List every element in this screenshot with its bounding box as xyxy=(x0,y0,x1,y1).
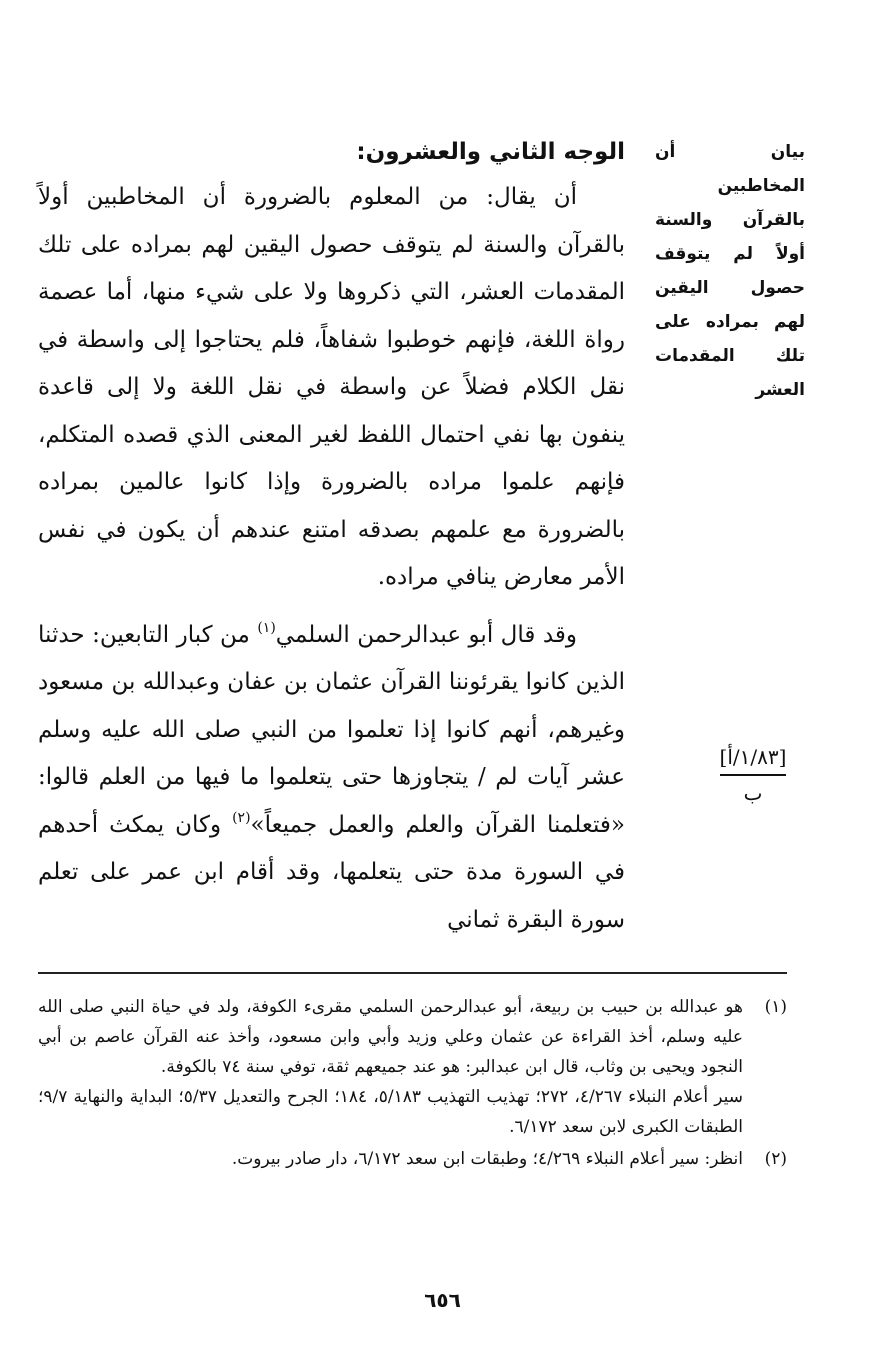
footnote-number: (١) xyxy=(764,997,787,1017)
footnote-marker[interactable]: (٢) xyxy=(232,809,251,826)
page-number: ٦٥٦ xyxy=(424,1288,461,1312)
main-text xyxy=(38,130,625,944)
footnote-number: (٢) xyxy=(764,1149,787,1169)
footnote-divider xyxy=(38,972,787,974)
manuscript-reference xyxy=(693,742,813,808)
footnote-text: هو عبدالله بن حبيب بن ربيعة، أبو عبدالرحمن السلمي مقرىء الكوفة، ولد في حياة النبي صلى الله عليه وسلم، أخذ القراءة عن عثمان وعلي وزيد وأبي وابن مسعود، وأخذ عنه القرآن عاصم بن أبي النجود ويحيى بن وثاب، قال ابن عبدالبر: هو عند جميعهم ثقة، توفي سنة ٧٤ بالكوفة. xyxy=(38,997,743,1077)
manuscript-copy-letter: ب xyxy=(743,781,763,805)
footnotes xyxy=(38,992,787,1174)
paragraph-text: من كبار التابعين: حدثنا الذين كانوا يقرئوننا القرآن عثمان بن عفان وعبدالله بن مسعود وغيرهم، أنهم كانوا إذا تعلموا من النبي صلى الله عليه وسلم عشر آيات لم / يتجاوزها حتى يتعلموا ما فيها من العلم قالوا: «فتعلمنا القرآن والعلم والعمل جميعاً» xyxy=(38,621,625,838)
section-heading: الوجه الثاني والعشرون: xyxy=(356,139,625,165)
footnote xyxy=(38,992,787,1142)
manuscript-folio: [١/٨٣/أ] xyxy=(720,742,787,776)
footnote xyxy=(38,1144,787,1174)
footnote-sources: سير أعلام النبلاء ٤/٢٦٧، ٢٧٢؛ تهذيب التهذيب ٥/١٨٣، ١٨٤؛ الجرح والتعديل ٥/٣٧؛ البداية والنهاية ٩/٧؛ الطبقات الكبرى لابن سعد ٦/١٧٢. xyxy=(38,1087,744,1137)
footnote-marker[interactable]: (١) xyxy=(257,619,276,636)
footnote-body xyxy=(38,1144,743,1174)
margin-note: بيان أن المخاطبين بالقرآن والسنة أولاً لم يتوقف حصول اليقين لهم بمراده على تلك المقدمات العشر xyxy=(655,142,805,400)
paragraph-text: وكان يمكث أحدهم في السورة مدة حتى يتعلمها، وقد أقام ابن عمر على تعلم سورة البقرة ثماني xyxy=(38,811,625,933)
paragraph xyxy=(38,612,625,945)
footnote-body xyxy=(38,992,743,1142)
paragraph xyxy=(38,174,625,602)
footnote-text: انظر: سير أعلام النبلاء ٤/٢٦٩؛ وطبقات ابن سعد ٦/١٧٢، دار صادر بيروت. xyxy=(231,1149,743,1169)
paragraph-text: وقد قال أبو عبدالرحمن السلمي xyxy=(275,621,578,648)
paragraph-text: أن يقال: من المعلوم بالضرورة أن المخاطبين أولاً بالقرآن والسنة لم يتوقف حصول اليقين لهم بمراده على تلك المقدمات العشر، التي ذكروها ولا على شيء منها، أما عصمة رواة اللغة، فإنهم خوطبوا شفاهاً، فلم يحتاجوا إلى واسطة في نقل الكلام فضلاً عن واسطة في نقل اللغة ولا إلى قاعدة ينفون بها نفي احتمال اللفظ لغير المعنى الذي قصده المتكلم، فإنهم علموا مراده بالضرورة وإذا كانوا عالمين بمراده بالضرورة مع علمهم بصدقه امتنع عندهم أن يكون في نفس الأمر معارض ينافي مراده. xyxy=(38,184,625,590)
